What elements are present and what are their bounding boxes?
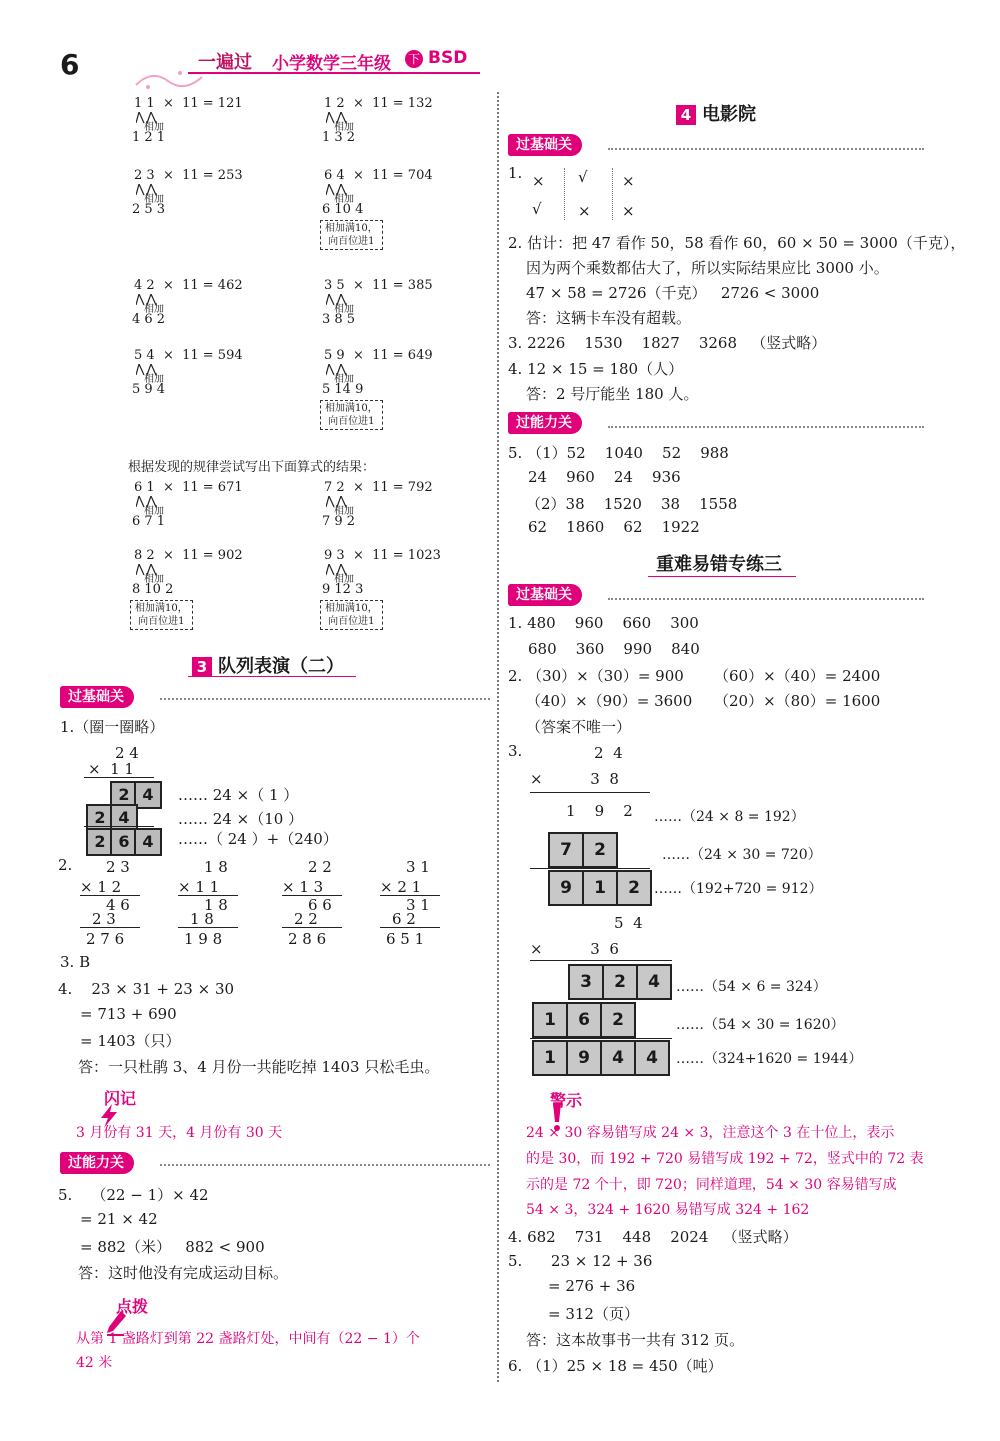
- r-q1-mark-5: ×: [578, 202, 591, 220]
- q2-calc-b: × 1 3: [282, 878, 324, 896]
- h3-label: 3.: [508, 742, 523, 760]
- h3b-p2-cell2: 6: [566, 1002, 602, 1038]
- decor-wave-icon: [112, 44, 192, 74]
- q1-multiplier: × 1 1: [88, 760, 134, 778]
- q4-line2: = 713 + 690: [80, 1005, 177, 1023]
- tag-ability-left: 过能力关: [60, 1152, 134, 1174]
- h2-2: （60）×（40）= 2400: [714, 667, 881, 685]
- h1-line2: 680 360 990 840: [528, 640, 700, 658]
- q2-calc-r: 2 8 6: [288, 930, 327, 948]
- tag-hard-right: 过基础关: [508, 584, 582, 606]
- pattern-equation: 3 5 × 11 = 385: [324, 278, 433, 293]
- q1-cell-b2: 4: [110, 804, 138, 832]
- column-divider: [497, 92, 499, 1382]
- page-number: 6: [60, 48, 80, 81]
- r-q2-line1: 2. 估计：把 47 看作 50，58 看作 60，60 × 50 = 3000（千克），: [508, 234, 966, 252]
- pattern-equation: 2 3 × 11 = 253: [134, 168, 243, 183]
- h2-1: 2. （30）×（30）= 900: [508, 667, 684, 685]
- r-q5-line3: （2）38 1520 38 1558: [526, 495, 738, 513]
- q1-rule2: [84, 826, 154, 827]
- pattern-result: 1 3 2: [322, 130, 356, 145]
- h5-answer: 答：这本故事书一共有 312 页。: [526, 1331, 745, 1349]
- section4-label: 电影院: [702, 104, 756, 125]
- dotted-rule: [608, 426, 924, 428]
- q4-answer: 答：一只杜鹃 3、4 月份一共能吃掉 1403 只松毛虫。: [78, 1058, 440, 1076]
- pencil-icon: [84, 1290, 108, 1318]
- r-q2-answer: 答：这辆卡车没有超载。: [526, 309, 692, 327]
- q1-cell-a1: 2: [110, 781, 138, 809]
- pattern-equation: 4 2 × 11 = 462: [134, 278, 243, 293]
- h3a-r-cell1: 9: [548, 870, 584, 906]
- lightning-icon: [78, 1084, 100, 1110]
- carry-note: 相加满10， 向百位进1: [320, 600, 383, 630]
- q4-line1: 4. 23 × 31 + 23 × 30: [58, 980, 235, 998]
- q1-top: 2 4: [115, 744, 139, 762]
- h3b-expl3: ……（324+1620 = 1944）: [676, 1051, 863, 1067]
- pattern-result: 4 6 2: [132, 312, 166, 327]
- q2-calc-a: 2 2: [308, 858, 332, 876]
- h3b-mul: × 3 6: [530, 940, 619, 958]
- dotted-rule: [160, 1164, 490, 1166]
- h5-line3: = 312（页）: [548, 1305, 639, 1323]
- pattern-result: 5 9 4: [132, 382, 166, 397]
- q1-cell-b1: 2: [86, 804, 114, 832]
- q1-cell-c2: 6: [110, 828, 138, 856]
- pattern-result: 1 2 1: [132, 130, 166, 145]
- warn-line4: 54 × 3，324 + 1620 易错写成 324 + 162: [526, 1202, 810, 1218]
- pattern-equation: 5 4 × 11 = 594: [134, 348, 243, 363]
- pattern-equation: 7 2 × 11 = 792: [324, 480, 433, 495]
- tip-label: 点拨: [116, 1297, 149, 1316]
- pattern-add-label: 相加: [334, 194, 354, 205]
- q2-calc-p2: 2 2: [294, 910, 318, 928]
- h3a-expl1: ……（24 × 8 = 192）: [654, 809, 805, 825]
- tag-basic-left: 过基础关: [60, 686, 134, 708]
- q2-calc-r: 1 9 8: [184, 930, 223, 948]
- q5-answer: 答：这时他没有完成运动目标。: [78, 1264, 289, 1282]
- q1-cell-c3: 4: [134, 828, 162, 856]
- pattern-result: 6 10 4: [322, 202, 364, 217]
- pattern-add-label: 相加: [144, 122, 164, 133]
- q1-cell-c1: 2: [86, 828, 114, 856]
- header-edition: BSD: [428, 48, 468, 68]
- q5-line2: = 21 × 42: [80, 1210, 158, 1228]
- header-subtitle: 小学数学三年级: [272, 54, 391, 74]
- h3a-p2-cell2: 2: [582, 832, 618, 868]
- h6: 6. （1）25 × 18 = 450（吨）: [508, 1357, 723, 1375]
- q1-expl2: …… 24 ×（10 ）: [178, 810, 304, 828]
- r-q5-line2: 24 960 24 936: [528, 468, 681, 486]
- h3a-r-cell2: 1: [582, 870, 618, 906]
- h3a-mul: × 3 8: [530, 770, 619, 788]
- flash-text: 3 月份有 31 天，4 月份有 30 天: [76, 1125, 283, 1141]
- h3b-rule1: [530, 960, 672, 961]
- h3b-expl1: ……（54 × 6 = 324）: [676, 979, 827, 995]
- pattern-result: 7 9 2: [322, 514, 356, 529]
- pattern-add-label: 相加: [334, 574, 354, 585]
- pattern-equation: 8 2 × 11 = 902: [134, 548, 243, 563]
- pattern-add-label: 相加: [334, 304, 354, 315]
- h2-note: （答案不唯一）: [526, 718, 632, 736]
- h3b-p2-cell3: 2: [600, 1002, 636, 1038]
- section-hard-title: 重难易错专练三: [656, 554, 782, 575]
- h3b-r-cell2: 9: [566, 1040, 602, 1076]
- pattern-add-label: 相加: [334, 506, 354, 517]
- warn-label: 警示: [550, 1091, 583, 1110]
- q2-calc-b: × 2 1: [380, 878, 422, 896]
- q2-calc-b: × 1 1: [178, 878, 220, 896]
- q2-calc-rule: [380, 895, 440, 896]
- section3-title: [192, 652, 344, 678]
- carry-note: 相加满10， 向百位进1: [320, 220, 383, 250]
- q2-calc-r: 6 5 1: [386, 930, 425, 948]
- pattern-equation: 5 9 × 11 = 649: [324, 348, 433, 363]
- volume-badge: 下: [405, 50, 423, 68]
- h3a-partial1: 1 9 2: [566, 802, 633, 820]
- pattern-add-label: 相加: [144, 304, 164, 315]
- q5-line1: 5. （22 − 1）× 42: [58, 1186, 209, 1204]
- pattern-result: 8 10 2: [132, 582, 174, 597]
- q1-divider-1: [564, 168, 565, 220]
- flash-label: 闪记: [104, 1089, 137, 1108]
- h2-3: （40）×（90）= 3600: [526, 692, 693, 710]
- q2-calc-p1: 6 6: [308, 896, 332, 914]
- q1-rule1: [84, 777, 154, 778]
- r-q1-mark-3: ×: [622, 172, 635, 190]
- pattern-add-label: 相加: [144, 506, 164, 517]
- dotted-rule: [608, 148, 924, 150]
- q2-calc-b: × 1 2: [80, 878, 122, 896]
- tag-basic-right: 过基础关: [508, 134, 582, 156]
- q2-calc-rule: [178, 895, 238, 896]
- carry-note: 相加满10， 向百位进1: [130, 600, 193, 630]
- section3-underline: [188, 676, 356, 677]
- h3a-r-cell3: 2: [616, 870, 652, 906]
- pattern-equation: 1 2 × 11 = 132: [324, 96, 433, 111]
- brand-logo: 一遍过: [198, 52, 252, 73]
- q2-calc-r: 2 7 6: [86, 930, 125, 948]
- r-q2-line2: 因为两个乘数都估大了，所以实际结果应比 3000 小。: [526, 259, 889, 277]
- section4-title: [676, 100, 756, 126]
- pattern-equation: 9 3 × 11 = 1023: [324, 548, 441, 563]
- r-q5-line4: 62 1860 62 1922: [528, 518, 700, 536]
- r-q4-line1: 4. 12 × 15 = 180（人）: [508, 360, 684, 378]
- q2-calc-a: 3 1: [406, 858, 430, 876]
- h3b-p2-cell1: 1: [532, 1002, 568, 1038]
- h3b-r-cell1: 1: [532, 1040, 568, 1076]
- h3b-expl2: ……（54 × 30 = 1620）: [676, 1017, 845, 1033]
- q1-expl1: …… 24 ×（ 1 ）: [178, 786, 299, 804]
- tag-ability-right: 过能力关: [508, 412, 582, 434]
- r-q4-answer: 答：2 号厅能坐 180 人。: [526, 385, 699, 403]
- h4: 4. 682 731 448 2024 （竖式略）: [508, 1228, 798, 1246]
- r-q1-mark-1: ×: [532, 172, 545, 190]
- pattern-equation: 1 1 × 11 = 121: [134, 96, 243, 111]
- r-q1-mark-2: √: [578, 168, 588, 186]
- q2-calc-p1: 4 6: [106, 896, 130, 914]
- h3b-p1-cell3: 4: [636, 964, 672, 1000]
- pattern-equation: 6 4 × 11 = 704: [324, 168, 433, 183]
- q2-calc-p1: 3 1: [406, 896, 430, 914]
- section4-number: 4: [676, 105, 696, 125]
- pattern-result: 5 14 9: [322, 382, 364, 397]
- section-hard-underline: [648, 576, 796, 577]
- tip-text-2: 42 米: [76, 1355, 113, 1371]
- h3a-top: 2 4: [594, 744, 623, 762]
- dotted-rule: [160, 698, 490, 700]
- h3b-p1-cell1: 3: [568, 964, 604, 1000]
- q5-line3: = 882（米） 882 < 900: [80, 1238, 265, 1256]
- pattern-equation: 6 1 × 11 = 671: [134, 480, 243, 495]
- q2-calc-a: 2 3: [106, 858, 130, 876]
- q2-calc-p2: 1 8: [190, 910, 214, 928]
- r-q2-line3: 47 × 58 = 2726（千克） 2726 < 3000: [526, 284, 820, 302]
- q2-calc-rule: [80, 895, 140, 896]
- r-q1-mark-4: √: [532, 200, 542, 218]
- h3b-rule2: [530, 1038, 672, 1039]
- q4-line3: = 1403（只）: [80, 1032, 181, 1050]
- exclamation-icon: [528, 1082, 546, 1114]
- q1-expl3: ……（ 24 ）+（240）: [178, 830, 338, 848]
- h3a-rule1: [530, 792, 650, 793]
- rule-text: 根据发现的规律尝试写出下面算式的结果：: [128, 460, 376, 475]
- h3b-p1-cell2: 2: [602, 964, 638, 1000]
- carry-note: 相加满10， 向百位进1: [320, 400, 383, 430]
- q2-label: 2.: [58, 856, 73, 874]
- warn-line2: 的是 30，而 192 + 720 易错写成 192 + 72，竖式中的 72 表: [526, 1151, 924, 1167]
- pattern-add-label: 相加: [144, 374, 164, 385]
- q2-calc-rule: [178, 927, 238, 928]
- q2-calc-rule: [80, 927, 140, 928]
- h5-line1: 5. 23 × 12 + 36: [508, 1252, 653, 1270]
- q2-calc-rule: [282, 895, 342, 896]
- pattern-result: 9 12 3: [322, 582, 364, 597]
- h3b-r-cell4: 4: [634, 1040, 670, 1076]
- h3a-p2-cell1: 7: [548, 832, 584, 868]
- q3-answer: 3. B: [60, 953, 91, 971]
- r-q3: 3. 2226 1530 1827 3268 （竖式略）: [508, 334, 827, 352]
- h3a-expl2: ……（24 × 30 = 720）: [662, 847, 822, 863]
- warn-line1: 24 × 30 容易错写成 24 × 3，注意这个 3 在十位上，表示: [526, 1125, 895, 1141]
- h2-4: （20）×（80）= 1600: [714, 692, 881, 710]
- pattern-add-label: 相加: [334, 122, 354, 133]
- q1-divider-2: [612, 168, 613, 220]
- r-q1-label: 1.: [508, 164, 523, 182]
- q2-calc-rule: [282, 927, 342, 928]
- q2-calc-rule: [380, 927, 440, 928]
- q1-cell-a2: 4: [134, 781, 162, 809]
- pattern-add-label: 相加: [334, 374, 354, 385]
- section3-number: 3: [192, 657, 212, 677]
- warn-line3: 示的是 72 个十，即 720；同样道理，54 × 30 容易错写成: [526, 1177, 897, 1193]
- header-rule: [188, 72, 480, 74]
- h1-line1: 1. 480 960 660 300: [508, 614, 699, 632]
- h3a-expl3: ……（192+720 = 912）: [654, 881, 823, 897]
- r-q1-mark-6: ×: [622, 202, 635, 220]
- pattern-result: 2 5 3: [132, 202, 166, 217]
- pattern-result: 6 7 1: [132, 514, 166, 529]
- pattern-result: 3 8 5: [322, 312, 356, 327]
- h5-line2: = 276 + 36: [548, 1277, 636, 1295]
- q2-calc-a: 1 8: [204, 858, 228, 876]
- q2-calc-p2: 2 3: [92, 910, 116, 928]
- q2-calc-p1: 1 8: [204, 896, 228, 914]
- h3b-r-cell3: 4: [600, 1040, 636, 1076]
- pattern-add-label: 相加: [144, 574, 164, 585]
- tip-text-1: 从第 1 盏路灯到第 22 盏路灯处，中间有（22 − 1）个: [76, 1331, 420, 1347]
- dotted-rule: [608, 598, 924, 600]
- r-q5-line1: 5. （1）52 1040 52 988: [508, 444, 729, 462]
- h3b-top: 5 4: [614, 914, 643, 932]
- pattern-add-label: 相加: [144, 194, 164, 205]
- q1-label: 1.（圈一圈略）: [60, 718, 165, 736]
- q2-calc-p2: 6 2: [392, 910, 416, 928]
- section3-label: 队列表演（二）: [218, 656, 344, 677]
- h3a-rule2: [530, 868, 650, 869]
